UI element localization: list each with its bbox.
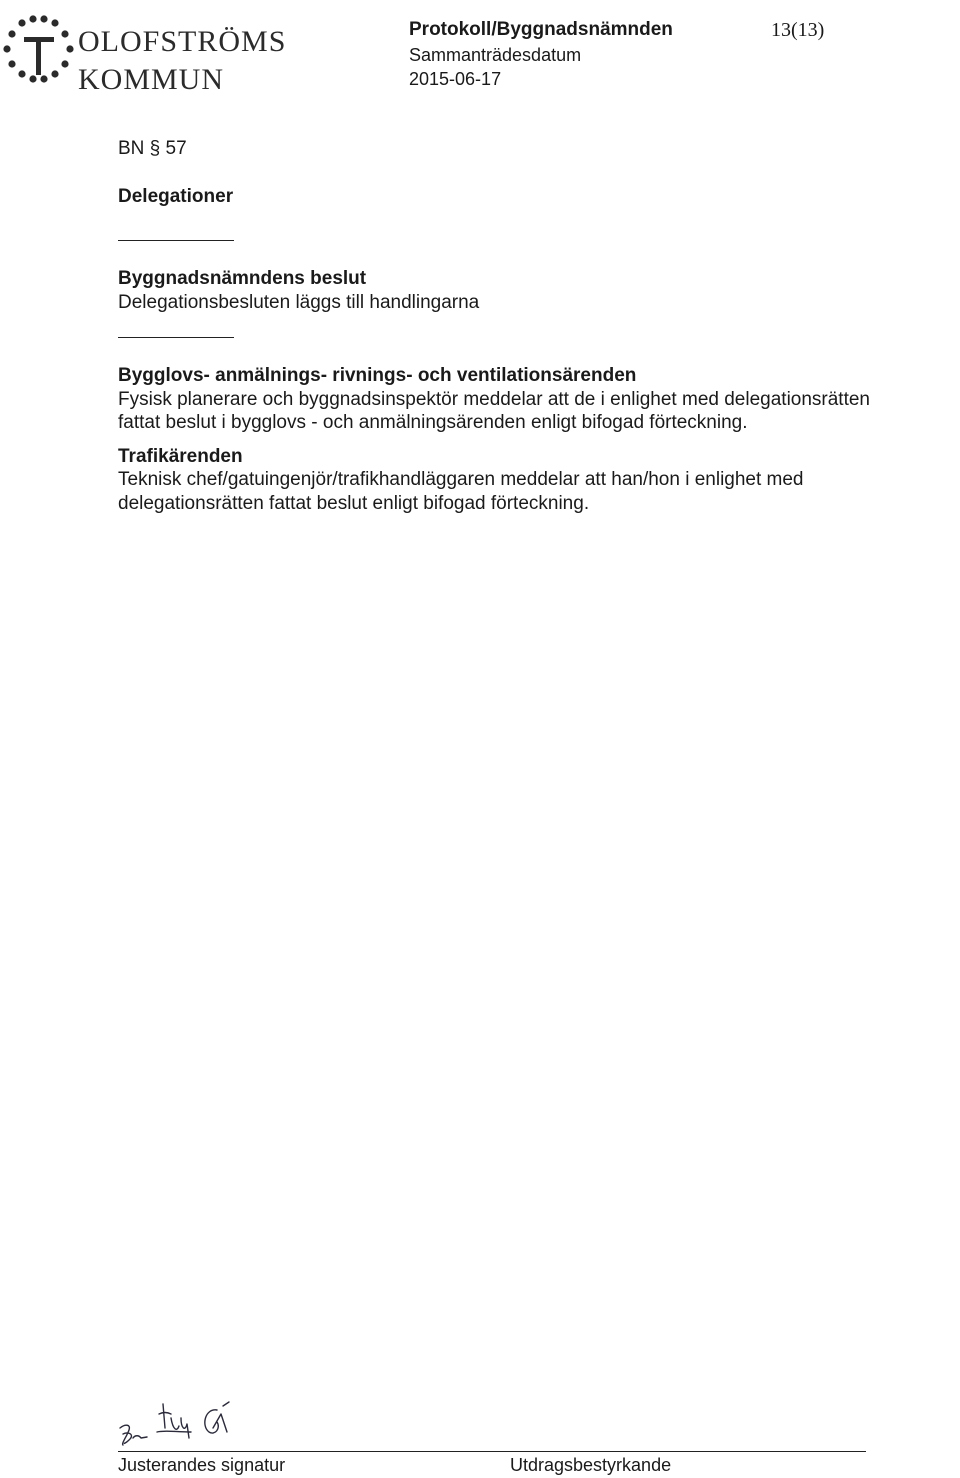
section-heading-traffic: Trafikärenden	[118, 445, 243, 467]
divider	[118, 240, 234, 241]
signature-label: Justerandes signatur	[118, 1455, 286, 1475]
divider	[118, 337, 234, 338]
meeting-date-label: Sammanträdesdatum	[409, 45, 582, 65]
section-title: Delegationer	[118, 185, 234, 207]
certification-label: Utdragsbestyrkande	[510, 1455, 672, 1475]
logo-line-2: KOMMUN	[78, 63, 225, 96]
decision-text: Delegationsbesluten läggs till handlingarna	[118, 291, 480, 313]
section-heading-permits: Bygglovs- anmälnings- rivnings- och ventilationsärenden	[118, 365, 637, 386]
signature-line	[118, 1451, 866, 1452]
page-number: 13(13)	[771, 19, 825, 41]
municipality-logo	[0, 10, 320, 96]
meeting-date: 2015-06-17	[409, 69, 502, 89]
decision-heading: Byggnadsnämndens beslut	[118, 268, 367, 289]
document-title: Protokoll/Byggnadsnämnden	[409, 19, 673, 40]
logo-line-1: OLOFSTRÖMS	[78, 25, 287, 58]
section-text-traffic: Teknisk chef/gatuingenjör/trafikhandläggaren meddelar att han/hon i enlighet med delegationsrätten fattat beslut enligt bifogad förteckning.	[118, 469, 804, 514]
paragraph-number: BN § 57	[118, 138, 187, 159]
protocol-content	[118, 137, 888, 515]
handwritten-initials	[117, 1398, 237, 1448]
logo-emblem-icon	[0, 10, 76, 90]
section-text-permits: Fysisk planerare och byggnadsinspektör meddelar att de i enlighet med delegationsrätten fattat beslut i bygglovs - och anmälningsärenden enligt bifogad förteckning.	[118, 388, 871, 433]
